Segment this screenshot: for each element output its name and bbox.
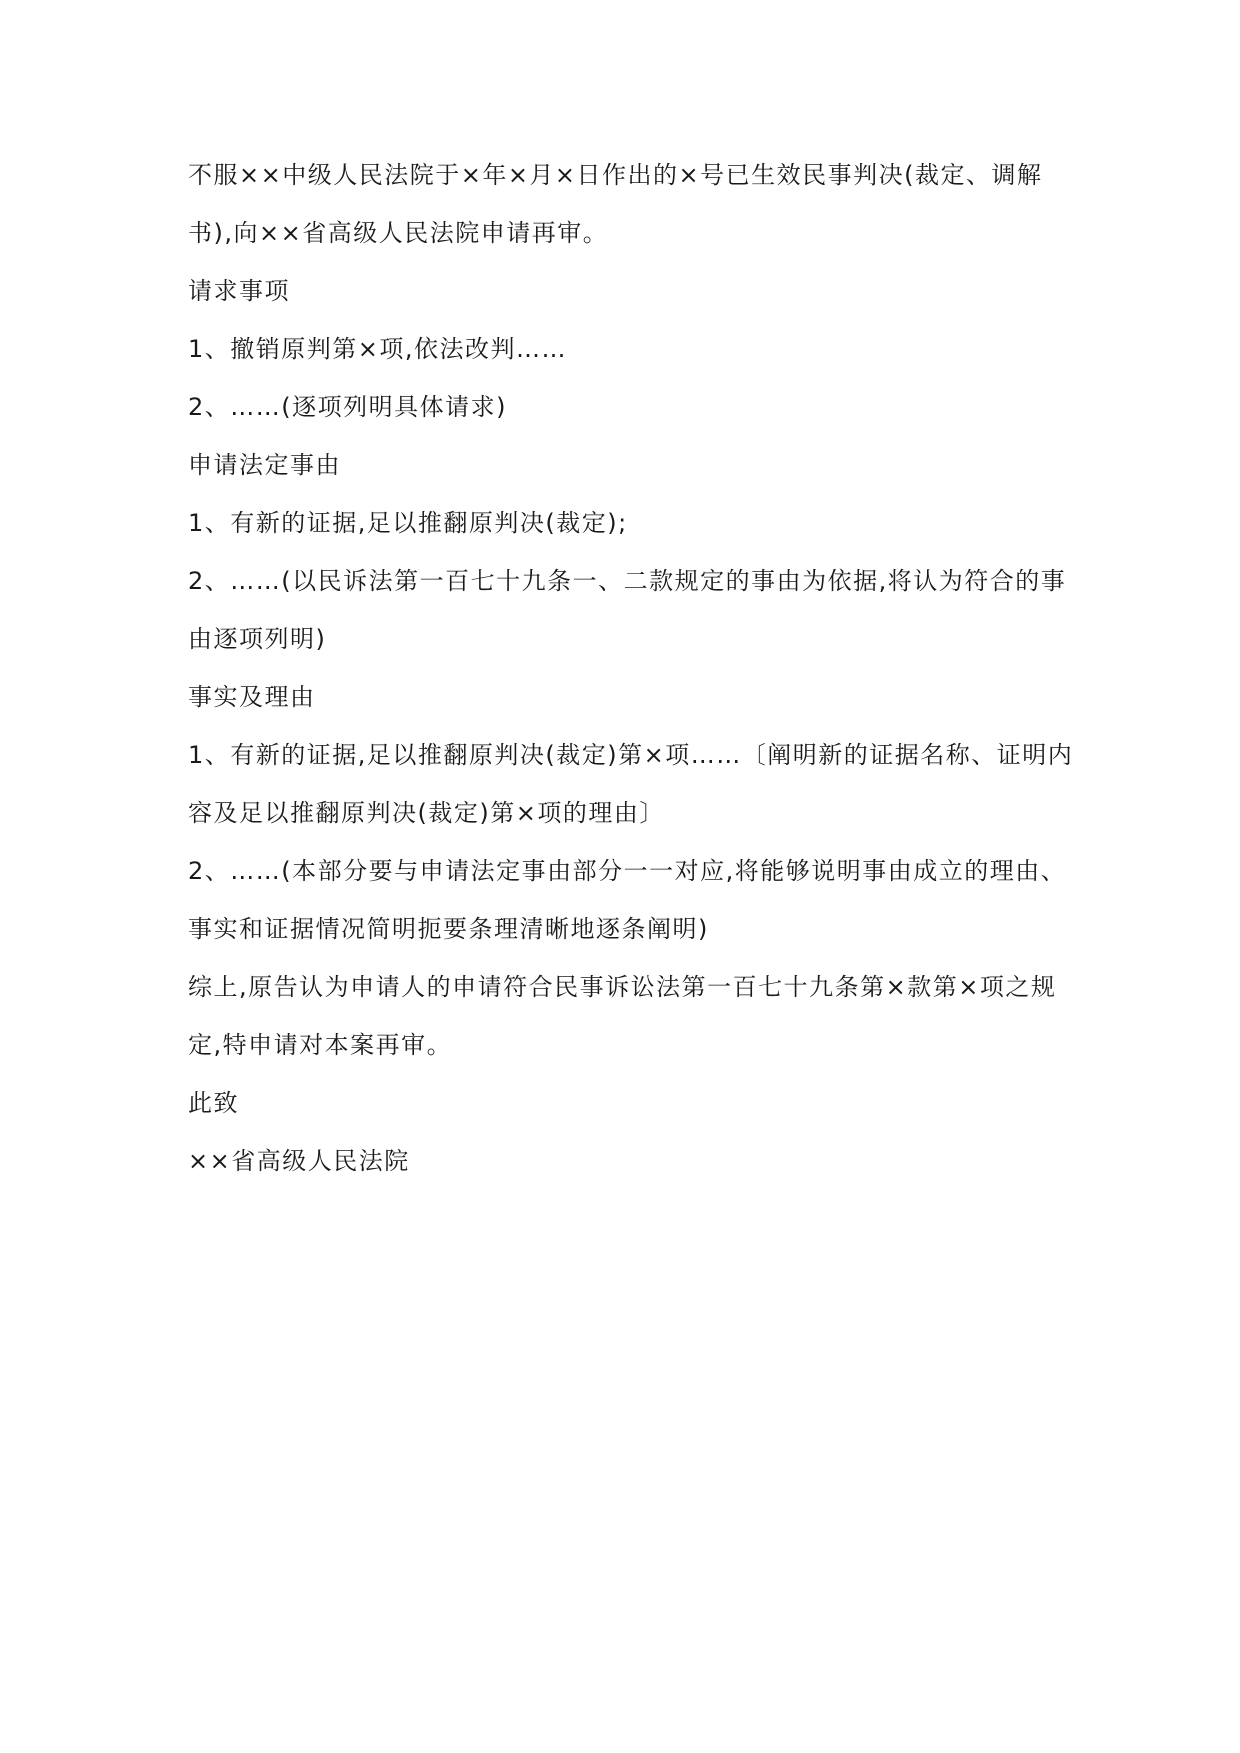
request-item-1: 1、撤销原判第×项,依法改判…… — [188, 335, 568, 363]
ground-item-2-line-2: 由逐项列明) — [188, 625, 327, 653]
intro-line-2: 书),向××省高级人民法院申请再审。 — [188, 219, 609, 247]
request-item-2: 2、……(逐项列明具体请求) — [188, 393, 507, 421]
ground-item-1: 1、有新的证据,足以推翻原判决(裁定); — [188, 509, 628, 537]
fact-item-2-line-2: 事实和证据情况简明扼要条理清晰地逐条阐明) — [188, 915, 709, 943]
addressee-court: ××省高级人民法院 — [188, 1147, 410, 1175]
intro-line-1: 不服××中级人民法院于×年×月×日作出的×号已生效民事判决(裁定、调解 — [188, 161, 1043, 189]
fact-item-1-line-1: 1、有新的证据,足以推翻原判决(裁定)第×项……〔阐明新的证据名称、证明内 — [188, 741, 1074, 769]
section-heading-facts: 事实及理由 — [188, 683, 316, 711]
closing-salutation: 此致 — [188, 1089, 239, 1117]
conclusion-line-2: 定,特申请对本案再审。 — [188, 1031, 453, 1059]
fact-item-2-line-1: 2、……(本部分要与申请法定事由部分一一对应,将能够说明事由成立的理由、 — [188, 857, 1067, 885]
fact-item-1-line-2: 容及足以推翻原判决(裁定)第×项的理由〕 — [188, 799, 665, 827]
section-heading-grounds: 申请法定事由 — [188, 451, 341, 479]
ground-item-2-line-1: 2、……(以民诉法第一百七十九条一、二款规定的事由为依据,将认为符合的事 — [188, 567, 1067, 595]
conclusion-line-1: 综上,原告认为申请人的申请符合民事诉讼法第一百七十九条第×款第×项之规 — [188, 973, 1057, 1001]
section-heading-requests: 请求事项 — [188, 277, 290, 305]
